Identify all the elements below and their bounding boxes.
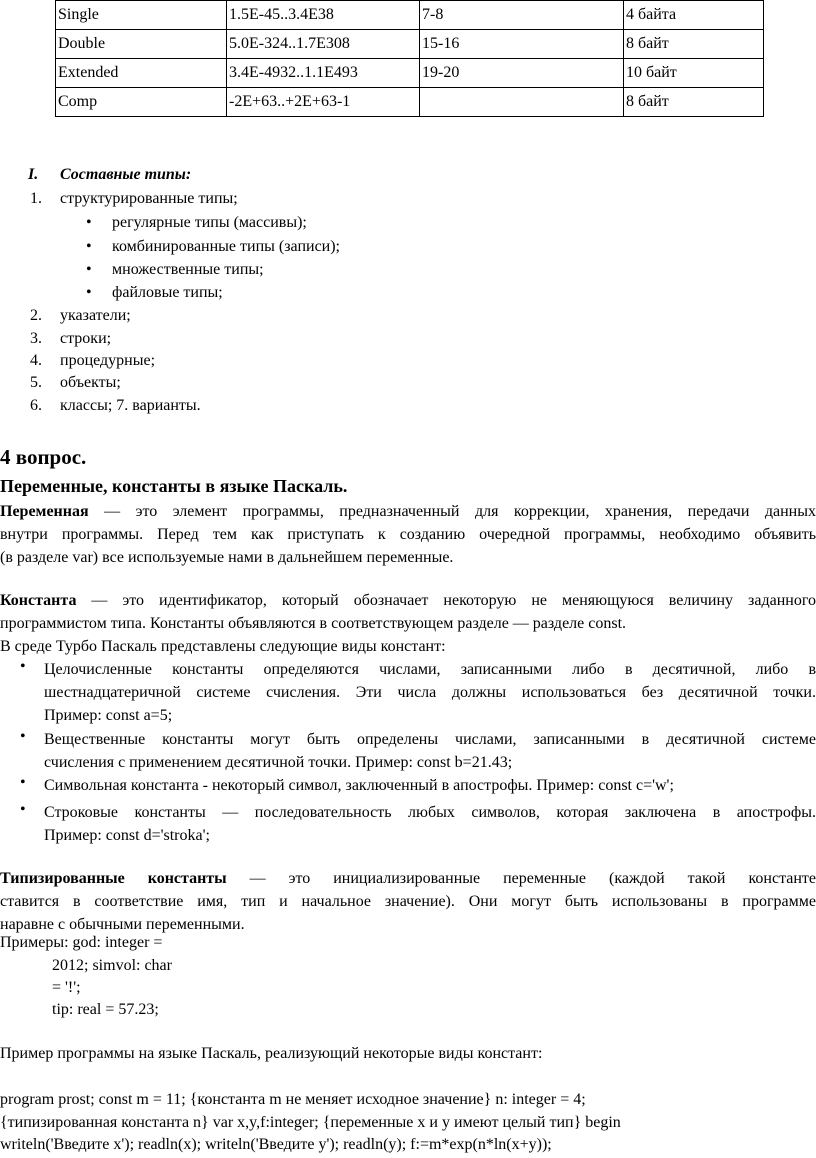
bullet-icon: • — [86, 238, 92, 255]
term-constant: Константа — [0, 592, 77, 609]
table-cell: 3.4E-4932..1.1E493 — [227, 59, 420, 88]
paragraph-line — [0, 500, 816, 523]
table-cell: 4 байта — [624, 1, 764, 30]
list-number: 6. — [30, 397, 42, 414]
variable-paragraph — [0, 500, 816, 569]
paragraph-line: ставится в соответствие имя, тип и начальное значение). Они могут быть использованы в программе — [0, 893, 816, 910]
question-heading: 4 вопрос. — [0, 445, 87, 469]
table-row — [56, 59, 764, 88]
program-intro: Пример программы на языке Паскаль, реализующий некоторые виды констант: — [0, 1045, 543, 1062]
list-item: классы; 7. варианты. — [60, 397, 201, 414]
table-cell: Extended — [56, 59, 227, 88]
list-number: 2. — [30, 307, 42, 324]
list-item: процедурные; — [60, 352, 156, 369]
list-number: 3. — [30, 330, 42, 347]
table-cell: 8 байт — [624, 88, 764, 117]
bullet-icon: • — [86, 214, 92, 231]
bullet-icon: • — [20, 774, 26, 791]
data-types-table — [55, 0, 764, 117]
examples-line: 2012; simvol: char — [52, 957, 172, 974]
table-cell: 5.0E-324..1.7E308 — [227, 30, 420, 59]
list-number: 5. — [30, 374, 42, 391]
paragraph-line: Целочисленные константы определяются числами, записанными либо в десятичной, либо в — [44, 661, 816, 678]
examples-line: Примеры: god: integer = — [0, 934, 163, 951]
bullet-icon: • — [86, 284, 92, 301]
paragraph-line — [0, 589, 816, 612]
paragraph-line: Символьная константа - некоторый символ, заключенный в апострофы. Пример: const c='w'; — [44, 777, 674, 794]
bullet-icon: • — [86, 261, 92, 278]
bullet-icon: • — [20, 728, 26, 745]
table-cell: 8 байт — [624, 30, 764, 59]
table-row — [56, 1, 764, 30]
program-code-line: program prost; const m = 11; {константа m не меняет исходное значение} n: integer = 4; — [0, 1091, 586, 1108]
paragraph-text: — это инициализированные переменные (каждой такой константе — [226, 870, 816, 887]
bullet-icon: • — [20, 801, 26, 818]
topic-heading: Переменные, константы в языке Паскаль. — [0, 476, 348, 496]
paragraph-line: наравне с обычными переменными. — [0, 916, 245, 933]
paragraph-line: программистом типа. Константы объявляются в соответствующем разделе — разделе const. — [0, 615, 627, 632]
table-cell: 10 байт — [624, 59, 764, 88]
const-kind-text — [44, 774, 816, 797]
paragraph-line: Пример: const a=5; — [44, 707, 173, 724]
list-item: структурированные типы; — [60, 190, 238, 207]
paragraph-line: В среде Турбо Паскаль представлены следующие виды констант: — [0, 638, 446, 655]
table-cell: 19-20 — [420, 59, 624, 88]
sub-list-item: файловые типы; — [112, 284, 223, 301]
table-cell: 15-16 — [420, 30, 624, 59]
bullet-icon: • — [20, 658, 26, 675]
paragraph-text: — это элемент программы, предназначенный для коррекции, хранения, передачи данных — [88, 503, 816, 520]
program-code-line: writeln('Введите x'); readln(x); writeln('Введите y'); readln(y); f:=m*exp(n*ln(x+y)); — [0, 1136, 552, 1153]
table-cell: 1.5E-45..3.4E38 — [227, 1, 420, 30]
paragraph-line — [0, 867, 816, 890]
sub-list-item: комбинированные типы (записи); — [112, 238, 340, 255]
paragraph-line: (в разделе var) все используемые нами в дальнейшем переменные. — [0, 549, 454, 566]
table-cell: 7-8 — [420, 1, 624, 30]
list-item: строки; — [60, 330, 112, 347]
const-kind-text — [44, 728, 816, 774]
const-kind-text — [44, 658, 816, 727]
const-kind-text — [44, 801, 816, 847]
paragraph-line: внутри программы. Перед тем как приступать к созданию очередной программы, необходимо объявить — [0, 526, 816, 543]
table-cell: Single — [56, 1, 227, 30]
table-cell: -2E+63..+2E+63-1 — [227, 88, 420, 117]
term-typed-constants: Типизированные константы — [0, 870, 227, 887]
paragraph-text: — это идентификатор, который обозначает некоторую не меняющуюся величину заданного — [76, 592, 816, 609]
examples-line: tip: real = 57.23; — [52, 1001, 159, 1018]
sub-list-item: регулярные типы (массивы); — [112, 214, 307, 231]
list-item: объекты; — [60, 374, 121, 391]
table-cell: Double — [56, 30, 227, 59]
section-roman-number: I. — [28, 166, 39, 183]
table-cell: Comp — [56, 88, 227, 117]
list-item: указатели; — [60, 307, 131, 324]
paragraph-line: счисления с применением десятичной точки. Пример: const b=21.43; — [44, 754, 513, 771]
table-row — [56, 30, 764, 59]
sub-list-item: множественные типы; — [112, 261, 264, 278]
section-title: Составные типы: — [60, 166, 192, 183]
table-row — [56, 88, 764, 117]
list-number: 1. — [30, 190, 42, 207]
program-code-line: {типизированная константа n} var x,y,f:integer; {переменные x и y имеют целый тип} begin — [0, 1114, 621, 1131]
paragraph-line: Строковые константы — последовательность любых символов, которая заключена в апострофы. — [44, 804, 816, 821]
table-body — [56, 1, 764, 117]
table-cell — [420, 88, 624, 117]
term-variable: Переменная — [0, 503, 89, 520]
constant-paragraph — [0, 589, 816, 658]
paragraph-line: шестнадцатеричной системе счисления. Эти числа должны использоваться без десятичной точки. — [44, 684, 816, 701]
list-number: 4. — [30, 352, 42, 369]
paragraph-line: Вещественные константы могут быть определены числами, записанными в десятичной системе — [44, 731, 816, 748]
examples-line: = '!'; — [52, 979, 81, 996]
paragraph-line: Пример: const d='stroka'; — [44, 827, 210, 844]
typed-constants-paragraph — [0, 867, 816, 936]
